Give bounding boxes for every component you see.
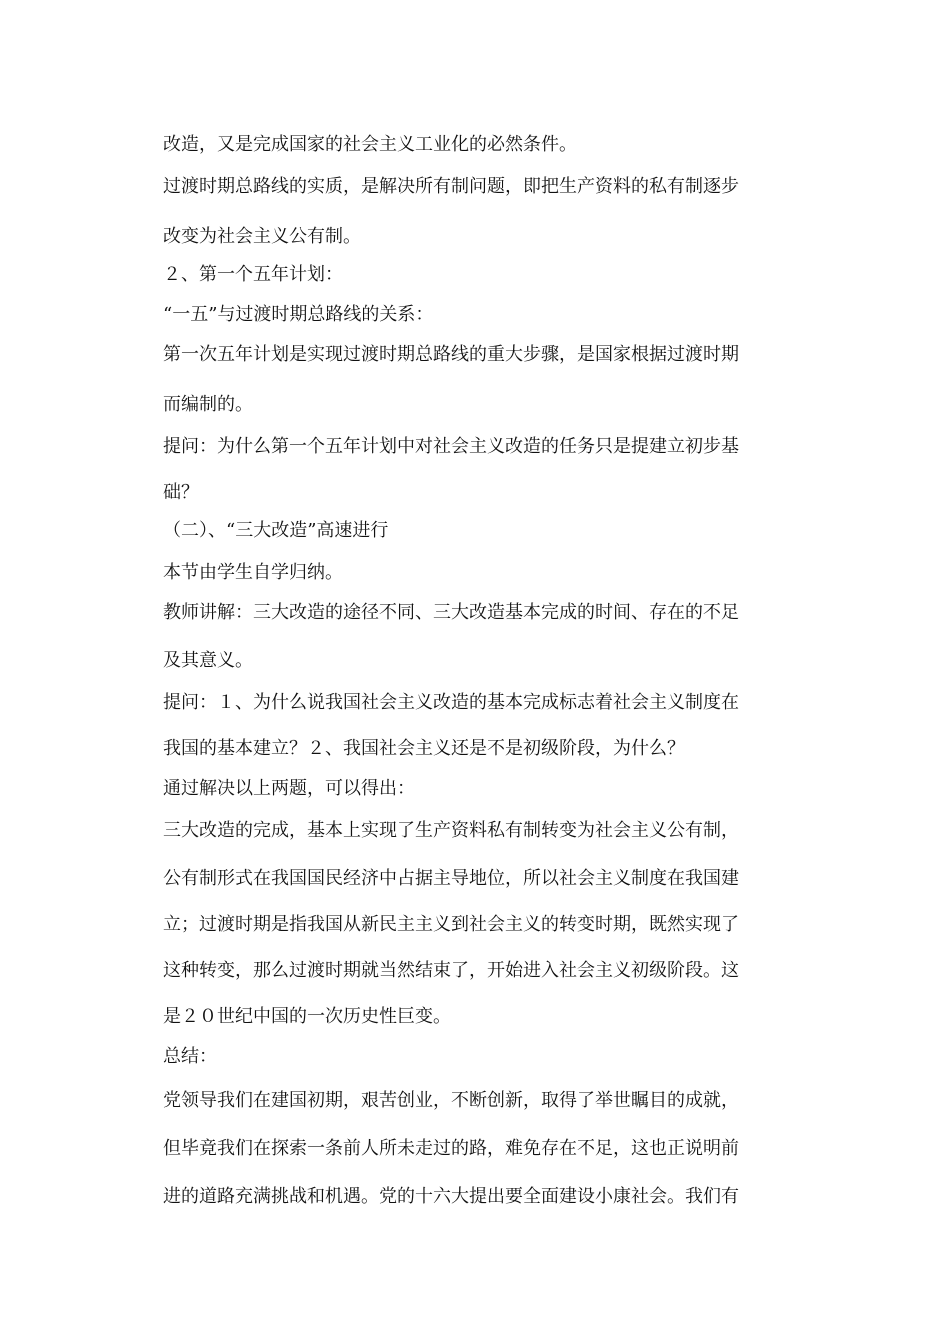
text-line: 改变为社会主义公有制。	[163, 226, 361, 247]
text-line: 提问：为什么第一个五年计划中对社会主义改造的任务只是提建立初步基	[163, 436, 739, 457]
text-line: 这种转变，那么过渡时期就当然结束了，开始进入社会主义初级阶段。这	[163, 960, 739, 981]
text-line: 进的道路充满挑战和机遇。党的十六大提出要全面建设小康社会。我们有	[163, 1186, 739, 1207]
text-line: 党领导我们在建国初期，艰苦创业，不断创新，取得了举世瞩目的成就，	[163, 1090, 739, 1111]
text-line: 立；过渡时期是指我国从新民主主义到社会主义的转变时期，既然实现了	[163, 914, 739, 935]
text-line: 总结：	[163, 1046, 217, 1067]
text-line: 过渡时期总路线的实质，是解决所有制问题，即把生产资料的私有制逐步	[163, 176, 739, 197]
text-line: 是２０世纪中国的一次历史性巨变。	[163, 1006, 451, 1027]
text-line: 改造，又是完成国家的社会主义工业化的必然条件。	[163, 134, 577, 155]
text-line: 三大改造的完成，基本上实现了生产资料私有制转变为社会主义公有制，	[163, 820, 739, 841]
text-line: 通过解决以上两题，可以得出：	[163, 778, 415, 799]
text-line: 本节由学生自学归纳。	[163, 562, 343, 583]
text-line: 及其意义。	[163, 650, 253, 671]
text-line: 第一次五年计划是实现过渡时期总路线的重大步骤，是国家根据过渡时期	[163, 344, 739, 365]
text-line: 我国的基本建立？２、我国社会主义还是不是初级阶段，为什么？	[163, 738, 685, 759]
text-line: 但毕竟我们在探索一条前人所未走过的路，难免存在不足，这也正说明前	[163, 1138, 739, 1159]
text-line: “一五”与过渡时期总路线的关系：	[163, 304, 434, 325]
text-line: 而编制的。	[163, 394, 253, 415]
text-line: 提问：１、为什么说我国社会主义改造的基本完成标志着社会主义制度在	[163, 692, 739, 713]
text-line: ２、第一个五年计划：	[163, 264, 343, 285]
text-line: 教师讲解：三大改造的途径不同、三大改造基本完成的时间、存在的不足	[163, 602, 739, 623]
section-heading: （二）、“三大改造”高速进行	[163, 520, 389, 541]
text-line: 公有制形式在我国国民经济中占据主导地位，所以社会主义制度在我国建	[163, 868, 739, 889]
text-line: 础？	[163, 482, 199, 503]
